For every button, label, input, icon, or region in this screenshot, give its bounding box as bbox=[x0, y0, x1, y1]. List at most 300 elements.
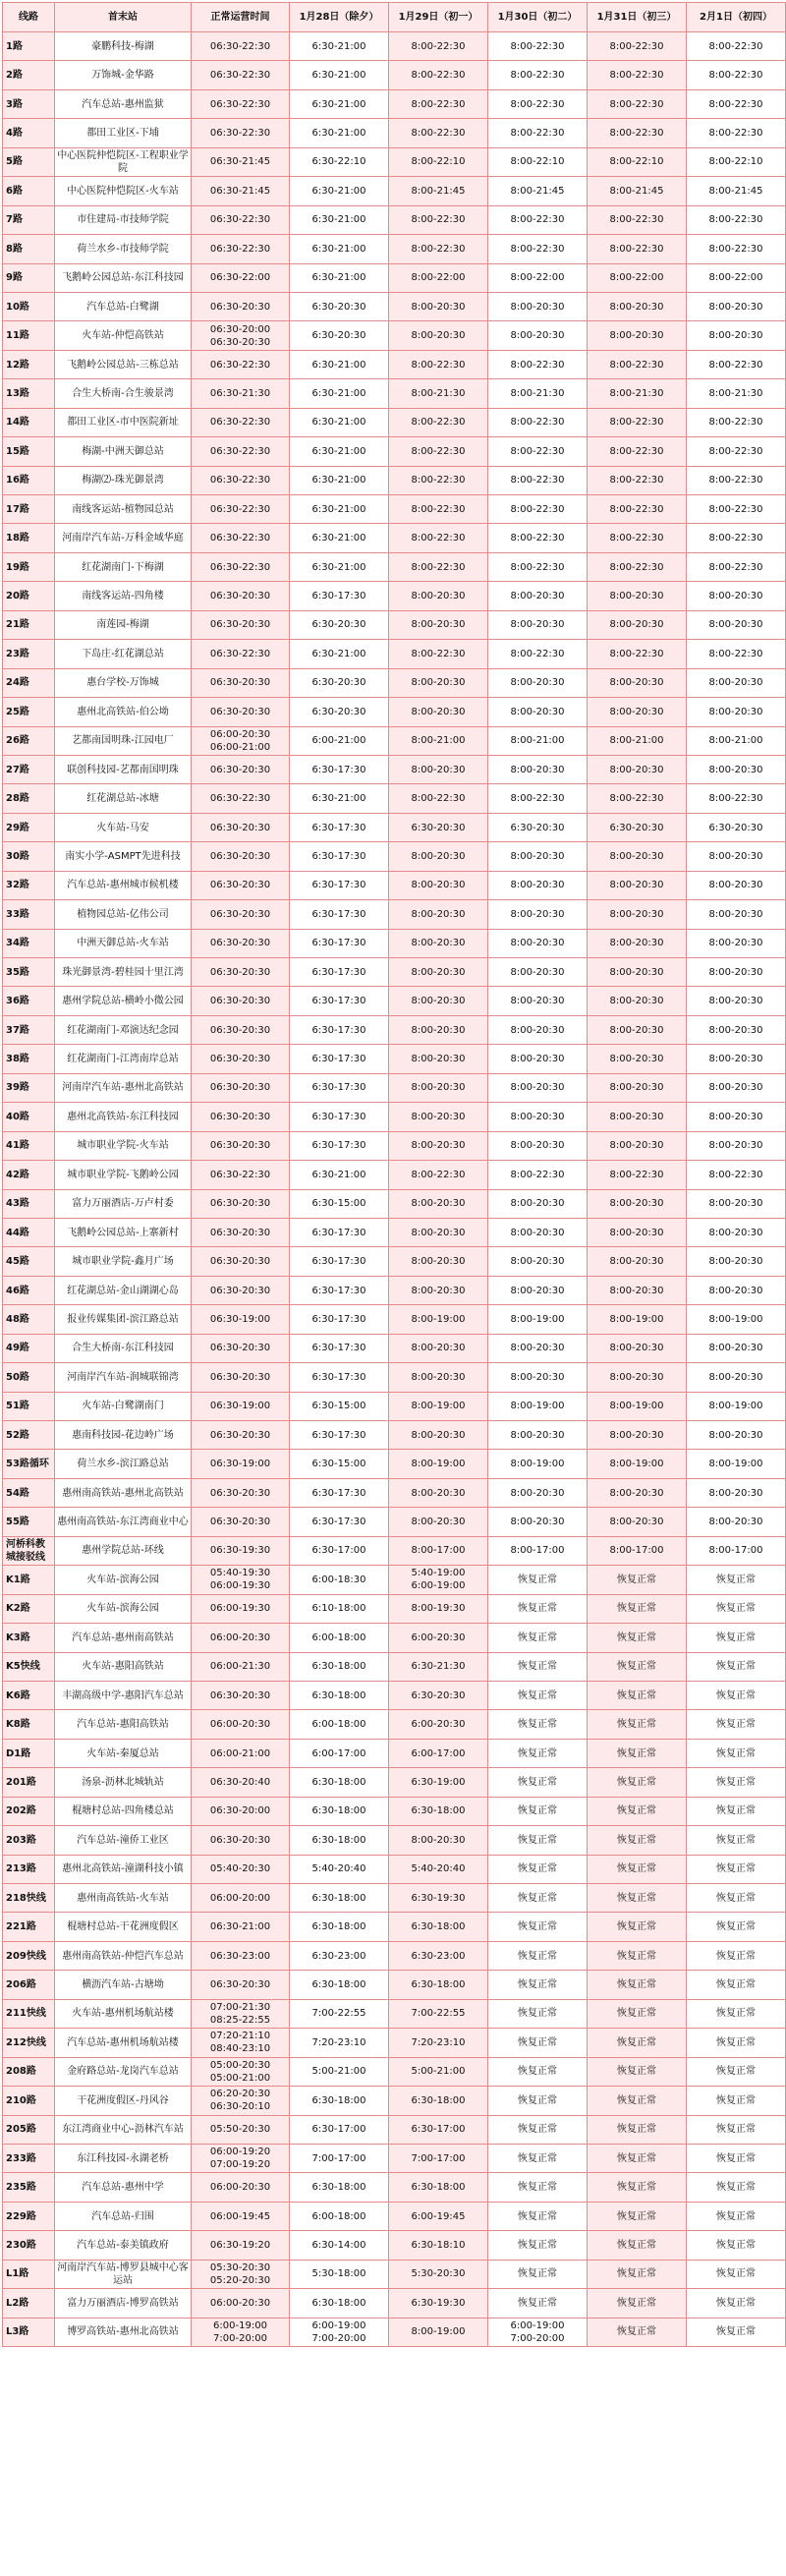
header-jan31: 1月31日（初三） bbox=[588, 3, 687, 32]
terminals-cell: 汽车总站-白鹭湖 bbox=[55, 292, 192, 320]
terminals-cell: 红花湖总站-冰塘 bbox=[55, 784, 192, 813]
jan28-cell: 6:30-17:30 bbox=[290, 755, 389, 783]
table-row bbox=[3, 177, 786, 205]
normal-hours-cell: 06:00-20:00 bbox=[192, 1884, 290, 1913]
jan28-cell: 6:30-15:00 bbox=[290, 1392, 389, 1420]
table-row bbox=[3, 784, 786, 813]
jan28-cell: 6:30-17:30 bbox=[290, 1363, 389, 1392]
normal-hours-cell: 06:30-20:30 bbox=[192, 755, 290, 783]
route-cell: 河桥科教城接驳线 bbox=[3, 1536, 55, 1565]
route-cell: 39路 bbox=[3, 1073, 55, 1102]
feb1-cell: 恢复正常 bbox=[687, 1826, 786, 1855]
jan29-cell: 7:00-22:55 bbox=[389, 1999, 488, 2028]
jan31-cell: 8:00-20:30 bbox=[588, 668, 687, 697]
route-cell: D1路 bbox=[3, 1739, 55, 1767]
jan31-cell: 8:00-22:30 bbox=[588, 205, 687, 234]
feb1-cell: 恢复正常 bbox=[687, 2173, 786, 2202]
jan28-cell: 6:30-18:00 bbox=[290, 1826, 389, 1855]
jan29-cell: 8:00-20:30 bbox=[389, 1045, 488, 1073]
jan31-cell: 8:00-20:30 bbox=[588, 871, 687, 899]
jan30-cell: 恢复正常 bbox=[488, 1652, 588, 1681]
jan29-cell: 8:00-20:30 bbox=[389, 1103, 488, 1131]
normal-hours-cell: 06:30-22:30 bbox=[192, 552, 290, 581]
feb1-cell: 8:00-20:30 bbox=[687, 1334, 786, 1362]
route-cell: K8路 bbox=[3, 1710, 55, 1739]
feb1-cell: 8:00-20:30 bbox=[687, 1073, 786, 1102]
terminals-cell: 红花湖总站-金山湖湖心岛 bbox=[55, 1276, 192, 1304]
jan28-cell: 6:30-20:30 bbox=[290, 610, 389, 639]
terminals-cell: 市住建局-市技师学院 bbox=[55, 205, 192, 234]
jan31-cell: 8:00-19:00 bbox=[588, 1392, 687, 1420]
terminals-cell: 汽车总站-惠州机场航站楼 bbox=[55, 2029, 192, 2057]
route-cell: 53路循环 bbox=[3, 1450, 55, 1478]
feb1-cell: 8:00-22:30 bbox=[687, 1161, 786, 1189]
normal-hours-cell: 06:30-22:30 bbox=[192, 524, 290, 552]
table-row bbox=[3, 437, 786, 466]
jan28-cell: 6:30-17:30 bbox=[290, 1421, 389, 1450]
jan30-cell: 8:00-20:30 bbox=[488, 1421, 588, 1450]
normal-hours-cell: 06:30-20:30 bbox=[192, 1189, 290, 1218]
feb1-cell: 8:00-20:30 bbox=[687, 1276, 786, 1304]
jan28-cell: 6:30-15:00 bbox=[290, 1450, 389, 1478]
feb1-cell: 8:00-22:30 bbox=[687, 524, 786, 552]
route-cell: 11路 bbox=[3, 321, 55, 350]
normal-hours-cell: 06:30-20:30 bbox=[192, 292, 290, 320]
jan28-cell: 6:10-18:00 bbox=[290, 1594, 389, 1623]
route-cell: 211快线 bbox=[3, 1999, 55, 2028]
normal-hours-cell: 06:00-21:00 bbox=[192, 1739, 290, 1767]
jan28-cell: 6:00-17:00 bbox=[290, 1739, 389, 1767]
normal-hours-cell: 06:30-20:30 bbox=[192, 610, 290, 639]
feb1-cell: 8:00-20:30 bbox=[687, 1218, 786, 1246]
header-terminals: 首末站 bbox=[55, 3, 192, 32]
route-cell: 52路 bbox=[3, 1421, 55, 1450]
jan31-cell: 8:00-20:30 bbox=[588, 698, 687, 726]
terminals-cell: 火车站-滨海公园 bbox=[55, 1566, 192, 1594]
route-cell: 201路 bbox=[3, 1768, 55, 1797]
jan28-cell: 6:30-21:00 bbox=[290, 119, 389, 147]
jan31-cell: 8:00-20:30 bbox=[588, 1247, 687, 1276]
jan29-cell: 8:00-21:30 bbox=[389, 379, 488, 408]
feb1-cell: 恢复正常 bbox=[687, 1855, 786, 1883]
jan30-cell: 8:00-20:30 bbox=[488, 698, 588, 726]
jan28-cell: 6:30-21:00 bbox=[290, 32, 389, 61]
table-row bbox=[3, 871, 786, 899]
terminals-cell: 梅湖-中洲天御总站 bbox=[55, 437, 192, 466]
feb1-cell: 恢复正常 bbox=[687, 1624, 786, 1652]
jan30-cell: 8:00-20:30 bbox=[488, 871, 588, 899]
normal-hours-cell: 06:00-21:30 bbox=[192, 1652, 290, 1681]
terminals-cell: 都田工业区-下埔 bbox=[55, 119, 192, 147]
route-cell: 1路 bbox=[3, 32, 55, 61]
route-cell: 4路 bbox=[3, 119, 55, 147]
jan29-cell: 8:00-17:00 bbox=[389, 1536, 488, 1565]
jan31-cell: 恢复正常 bbox=[588, 1797, 687, 1825]
table-row bbox=[3, 147, 786, 176]
table-row bbox=[3, 1566, 786, 1594]
jan29-cell: 8:00-20:30 bbox=[389, 871, 488, 899]
jan30-cell: 8:00-20:30 bbox=[488, 321, 588, 350]
jan28-cell: 6:30-17:30 bbox=[290, 1103, 389, 1131]
jan28-cell: 6:30-20:30 bbox=[290, 321, 389, 350]
jan30-cell: 8:00-22:30 bbox=[488, 437, 588, 466]
route-cell: 205路 bbox=[3, 2115, 55, 2144]
feb1-cell: 8:00-21:45 bbox=[687, 177, 786, 205]
terminals-cell: 火车站-仲恺高铁站 bbox=[55, 321, 192, 350]
feb1-cell: 8:00-22:30 bbox=[687, 466, 786, 494]
jan28-cell: 6:00-18:00 bbox=[290, 1710, 389, 1739]
jan29-cell: 5:40-20:40 bbox=[389, 1855, 488, 1883]
jan31-cell: 8:00-20:30 bbox=[588, 842, 687, 871]
jan30-cell: 8:00-22:30 bbox=[488, 784, 588, 813]
feb1-cell: 8:00-20:30 bbox=[687, 900, 786, 929]
normal-hours-cell: 06:30-22:30 bbox=[192, 437, 290, 466]
route-cell: 230路 bbox=[3, 2231, 55, 2260]
feb1-cell: 恢复正常 bbox=[687, 2202, 786, 2230]
table-row bbox=[3, 1103, 786, 1131]
jan28-cell: 6:30-21:00 bbox=[290, 379, 389, 408]
jan30-cell: 8:00-22:30 bbox=[488, 89, 588, 118]
feb1-cell: 恢复正常 bbox=[687, 2318, 786, 2346]
table-row bbox=[3, 1161, 786, 1189]
jan28-cell: 6:30-17:30 bbox=[290, 1218, 389, 1246]
jan31-cell: 恢复正常 bbox=[588, 2144, 687, 2172]
route-cell: 18路 bbox=[3, 524, 55, 552]
terminals-cell: 下岛庄-红花湖总站 bbox=[55, 640, 192, 668]
jan31-cell: 恢复正常 bbox=[588, 1652, 687, 1681]
terminals-cell: 惠州南高铁站-东江湾商业中心 bbox=[55, 1508, 192, 1536]
feb1-cell: 8:00-22:30 bbox=[687, 640, 786, 668]
jan28-cell: 6:30-18:00 bbox=[290, 1681, 389, 1709]
jan31-cell: 恢复正常 bbox=[588, 1913, 687, 1941]
jan30-cell: 恢复正常 bbox=[488, 1913, 588, 1941]
route-cell: 229路 bbox=[3, 2202, 55, 2230]
jan29-cell: 8:00-22:30 bbox=[389, 89, 488, 118]
jan29-cell: 8:00-19:00 bbox=[389, 2318, 488, 2346]
jan29-cell: 6:30-18:00 bbox=[389, 1797, 488, 1825]
jan28-cell: 6:30-22:10 bbox=[290, 147, 389, 176]
jan28-cell: 6:30-17:30 bbox=[290, 1015, 389, 1044]
table-row bbox=[3, 1884, 786, 1913]
jan30-cell: 8:00-22:30 bbox=[488, 61, 588, 89]
feb1-cell: 8:00-20:30 bbox=[687, 1421, 786, 1450]
terminals-cell: 棍塘村总站-干花洲度假区 bbox=[55, 1913, 192, 1941]
feb1-cell: 8:00-20:30 bbox=[687, 698, 786, 726]
jan30-cell: 恢复正常 bbox=[488, 2087, 588, 2115]
terminals-cell: 中洲天御总站-火车站 bbox=[55, 929, 192, 957]
jan31-cell: 8:00-21:30 bbox=[588, 379, 687, 408]
jan30-cell: 8:00-20:30 bbox=[488, 755, 588, 783]
normal-hours-cell: 06:30-20:30 bbox=[192, 871, 290, 899]
jan29-cell: 8:00-19:00 bbox=[389, 1450, 488, 1478]
jan29-cell: 5:00-21:00 bbox=[389, 2057, 488, 2086]
terminals-cell: 惠州南高铁站-仲恺汽车总站 bbox=[55, 1941, 192, 1970]
jan31-cell: 8:00-21:45 bbox=[588, 177, 687, 205]
jan30-cell: 恢复正常 bbox=[488, 1768, 588, 1797]
jan29-cell: 8:00-22:30 bbox=[389, 495, 488, 524]
jan30-cell: 恢复正常 bbox=[488, 1739, 588, 1767]
jan31-cell: 恢复正常 bbox=[588, 1624, 687, 1652]
normal-hours-cell: 06:30-22:30 bbox=[192, 408, 290, 436]
terminals-cell: 富力万丽酒店-万卢村委 bbox=[55, 1189, 192, 1218]
feb1-cell: 恢复正常 bbox=[687, 1797, 786, 1825]
jan29-cell: 8:00-22:00 bbox=[389, 263, 488, 292]
jan28-cell: 6:30-21:00 bbox=[290, 408, 389, 436]
feb1-cell: 8:00-22:30 bbox=[687, 552, 786, 581]
jan29-cell: 8:00-20:30 bbox=[389, 1508, 488, 1536]
jan29-cell: 5:30-20:30 bbox=[389, 2260, 488, 2288]
feb1-cell: 恢复正常 bbox=[687, 1768, 786, 1797]
normal-hours-cell: 06:30-20:30 bbox=[192, 1131, 290, 1160]
table-body bbox=[3, 32, 786, 2347]
route-cell: 9路 bbox=[3, 263, 55, 292]
jan30-cell: 恢复正常 bbox=[488, 1594, 588, 1623]
terminals-cell: 汽车总站-惠州南高铁站 bbox=[55, 1624, 192, 1652]
jan29-cell: 8:00-20:30 bbox=[389, 958, 488, 987]
table-row bbox=[3, 1768, 786, 1797]
terminals-cell: 南实小学-ASMPT先进科技 bbox=[55, 842, 192, 871]
terminals-cell: 中心医院仲恺院区-工程职业学院 bbox=[55, 147, 192, 176]
route-cell: 218快线 bbox=[3, 1884, 55, 1913]
feb1-cell: 8:00-22:30 bbox=[687, 89, 786, 118]
route-cell: 44路 bbox=[3, 1218, 55, 1246]
jan31-cell: 8:00-22:30 bbox=[588, 235, 687, 263]
table-row bbox=[3, 1218, 786, 1246]
table-row bbox=[3, 408, 786, 436]
jan29-cell: 8:00-20:30 bbox=[389, 321, 488, 350]
jan30-cell: 8:00-21:45 bbox=[488, 177, 588, 205]
jan28-cell: 7:00-17:00 bbox=[290, 2144, 389, 2172]
terminals-cell: 万饰城-金华路 bbox=[55, 61, 192, 89]
jan29-cell: 8:00-20:30 bbox=[389, 842, 488, 871]
jan31-cell: 恢复正常 bbox=[588, 1826, 687, 1855]
jan31-cell: 恢复正常 bbox=[588, 1999, 687, 2028]
jan28-cell: 5:40-20:40 bbox=[290, 1855, 389, 1883]
normal-hours-cell: 06:00-20:30 06:00-21:00 bbox=[192, 726, 290, 755]
jan29-cell: 8:00-20:30 bbox=[389, 1826, 488, 1855]
terminals-cell: 飞鹅岭公园总站-三栋总站 bbox=[55, 350, 192, 378]
terminals-cell: 中心医院仲恺院区-火车站 bbox=[55, 177, 192, 205]
jan29-cell: 8:00-22:30 bbox=[389, 235, 488, 263]
jan30-cell: 8:00-19:00 bbox=[488, 1450, 588, 1478]
feb1-cell: 8:00-22:30 bbox=[687, 205, 786, 234]
jan28-cell: 6:30-17:30 bbox=[290, 871, 389, 899]
jan31-cell: 8:00-22:30 bbox=[588, 61, 687, 89]
jan31-cell: 6:30-20:30 bbox=[588, 813, 687, 841]
route-cell: 28路 bbox=[3, 784, 55, 813]
table-row bbox=[3, 524, 786, 552]
jan28-cell: 6:00-21:00 bbox=[290, 726, 389, 755]
jan30-cell: 8:00-21:30 bbox=[488, 379, 588, 408]
normal-hours-cell: 06:00-19:45 bbox=[192, 2202, 290, 2230]
table-row bbox=[3, 610, 786, 639]
jan28-cell: 6:30-21:00 bbox=[290, 466, 389, 494]
normal-hours-cell: 06:30-21:45 bbox=[192, 177, 290, 205]
feb1-cell: 8:00-22:30 bbox=[687, 784, 786, 813]
table-row bbox=[3, 2173, 786, 2202]
jan30-cell: 恢复正常 bbox=[488, 1999, 588, 2028]
jan31-cell: 8:00-22:30 bbox=[588, 408, 687, 436]
jan30-cell: 8:00-22:30 bbox=[488, 119, 588, 147]
feb1-cell: 8:00-20:30 bbox=[687, 610, 786, 639]
route-cell: 202路 bbox=[3, 1797, 55, 1825]
jan30-cell: 8:00-20:30 bbox=[488, 900, 588, 929]
header-jan29: 1月29日（初一） bbox=[389, 3, 488, 32]
table-row bbox=[3, 1999, 786, 2028]
jan30-cell: 8:00-22:30 bbox=[488, 235, 588, 263]
jan29-cell: 6:00-19:45 bbox=[389, 2202, 488, 2230]
table-row bbox=[3, 842, 786, 871]
route-cell: 32路 bbox=[3, 871, 55, 899]
jan31-cell: 恢复正常 bbox=[588, 1855, 687, 1883]
jan31-cell: 恢复正常 bbox=[588, 2318, 687, 2346]
route-cell: K2路 bbox=[3, 1594, 55, 1623]
jan31-cell: 8:00-20:30 bbox=[588, 958, 687, 987]
table-row bbox=[3, 119, 786, 147]
jan31-cell: 8:00-20:30 bbox=[588, 1103, 687, 1131]
jan30-cell: 恢复正常 bbox=[488, 2260, 588, 2288]
normal-hours-cell: 06:30-20:30 bbox=[192, 900, 290, 929]
jan28-cell: 6:30-17:30 bbox=[290, 813, 389, 841]
jan29-cell: 6:30-19:30 bbox=[389, 1884, 488, 1913]
normal-hours-cell: 05:40-20:30 bbox=[192, 1855, 290, 1883]
jan29-cell: 6:30-18:00 bbox=[389, 2087, 488, 2115]
jan29-cell: 8:00-20:30 bbox=[389, 698, 488, 726]
table-row bbox=[3, 1045, 786, 1073]
jan29-cell: 8:00-20:30 bbox=[389, 1421, 488, 1450]
table-row bbox=[3, 1710, 786, 1739]
normal-hours-cell: 06:30-20:30 bbox=[192, 958, 290, 987]
normal-hours-cell: 06:30-20:30 bbox=[192, 987, 290, 1015]
table-row bbox=[3, 1073, 786, 1102]
route-cell: 33路 bbox=[3, 900, 55, 929]
route-cell: 49路 bbox=[3, 1334, 55, 1362]
route-cell: 2路 bbox=[3, 61, 55, 89]
jan31-cell: 恢复正常 bbox=[588, 1594, 687, 1623]
feb1-cell: 8:00-19:00 bbox=[687, 1305, 786, 1334]
feb1-cell: 恢复正常 bbox=[687, 2144, 786, 2172]
jan29-cell: 8:00-20:30 bbox=[389, 929, 488, 957]
jan28-cell: 6:30-17:30 bbox=[290, 929, 389, 957]
jan29-cell: 8:00-22:30 bbox=[389, 784, 488, 813]
jan31-cell: 恢复正常 bbox=[588, 1941, 687, 1970]
route-cell: 24路 bbox=[3, 668, 55, 697]
jan28-cell: 6:30-21:00 bbox=[290, 437, 389, 466]
terminals-cell: 火车站-惠阳高铁站 bbox=[55, 1652, 192, 1681]
normal-hours-cell: 07:20-21:10 08:40-23:10 bbox=[192, 2029, 290, 2057]
terminals-cell: 惠州南高铁站-火车站 bbox=[55, 1884, 192, 1913]
jan29-cell: 6:30-20:30 bbox=[389, 813, 488, 841]
jan28-cell: 6:30-21:00 bbox=[290, 89, 389, 118]
jan28-cell: 6:30-18:00 bbox=[290, 1768, 389, 1797]
normal-hours-cell: 06:30-20:30 bbox=[192, 1478, 290, 1507]
route-cell: 48路 bbox=[3, 1305, 55, 1334]
jan28-cell: 6:30-18:00 bbox=[290, 1971, 389, 1999]
feb1-cell: 8:00-20:30 bbox=[687, 668, 786, 697]
feb1-cell: 恢复正常 bbox=[687, 2057, 786, 2086]
table-row bbox=[3, 205, 786, 234]
jan29-cell: 6:00-20:30 bbox=[389, 1624, 488, 1652]
jan31-cell: 8:00-22:30 bbox=[588, 350, 687, 378]
feb1-cell: 8:00-19:00 bbox=[687, 1392, 786, 1420]
table-row bbox=[3, 668, 786, 697]
feb1-cell: 恢复正常 bbox=[687, 2289, 786, 2318]
route-cell: 13路 bbox=[3, 379, 55, 408]
jan29-cell: 8:00-22:30 bbox=[389, 1161, 488, 1189]
jan31-cell: 8:00-20:30 bbox=[588, 1131, 687, 1160]
jan30-cell: 8:00-20:30 bbox=[488, 610, 588, 639]
route-cell: 10路 bbox=[3, 292, 55, 320]
normal-hours-cell: 06:30-20:30 bbox=[192, 1971, 290, 1999]
feb1-cell: 恢复正常 bbox=[687, 1594, 786, 1623]
feb1-cell: 恢复正常 bbox=[687, 2115, 786, 2144]
table-row bbox=[3, 321, 786, 350]
normal-hours-cell: 06:30-20:30 bbox=[192, 668, 290, 697]
jan30-cell: 8:00-21:00 bbox=[488, 726, 588, 755]
terminals-cell: 富力万丽酒店-博罗高铁站 bbox=[55, 2289, 192, 2318]
table-row bbox=[3, 1363, 786, 1392]
feb1-cell: 8:00-22:30 bbox=[687, 408, 786, 436]
terminals-cell: 珠光御景湾-碧桂园十里江湾 bbox=[55, 958, 192, 987]
jan30-cell: 8:00-22:30 bbox=[488, 408, 588, 436]
table-row bbox=[3, 2318, 786, 2346]
feb1-cell: 8:00-20:30 bbox=[687, 929, 786, 957]
terminals-cell: 都田工业区-市中医院新址 bbox=[55, 408, 192, 436]
terminals-cell: 红花湖南门-邓演达纪念园 bbox=[55, 1015, 192, 1044]
normal-hours-cell: 06:30-20:30 bbox=[192, 1073, 290, 1102]
jan28-cell: 6:30-17:30 bbox=[290, 1073, 389, 1102]
normal-hours-cell: 06:30-22:00 bbox=[192, 263, 290, 292]
table-row bbox=[3, 1421, 786, 1450]
route-cell: 221路 bbox=[3, 1913, 55, 1941]
feb1-cell: 8:00-20:30 bbox=[687, 871, 786, 899]
terminals-cell: 惠州学院总站-横岭小微公园 bbox=[55, 987, 192, 1015]
normal-hours-cell: 06:30-20:30 bbox=[192, 842, 290, 871]
jan31-cell: 8:00-22:30 bbox=[588, 89, 687, 118]
terminals-cell: 火车站-滨海公园 bbox=[55, 1594, 192, 1623]
feb1-cell: 8:00-20:30 bbox=[687, 1508, 786, 1536]
jan28-cell: 6:30-17:30 bbox=[290, 1508, 389, 1536]
feb1-cell: 8:00-22:30 bbox=[687, 235, 786, 263]
jan29-cell: 8:00-20:30 bbox=[389, 755, 488, 783]
jan28-cell: 6:30-21:00 bbox=[290, 177, 389, 205]
table-row bbox=[3, 640, 786, 668]
terminals-cell: 东江科技园-永湖老桥 bbox=[55, 2144, 192, 2172]
jan28-cell: 6:30-18:00 bbox=[290, 2173, 389, 2202]
feb1-cell: 恢复正常 bbox=[687, 2231, 786, 2260]
jan30-cell: 8:00-20:30 bbox=[488, 292, 588, 320]
jan30-cell: 8:00-22:30 bbox=[488, 640, 588, 668]
route-cell: K1路 bbox=[3, 1566, 55, 1594]
jan30-cell: 8:00-20:30 bbox=[488, 1247, 588, 1276]
route-cell: 8路 bbox=[3, 235, 55, 263]
jan31-cell: 8:00-22:30 bbox=[588, 640, 687, 668]
header-route: 线路 bbox=[3, 3, 55, 32]
jan30-cell: 恢复正常 bbox=[488, 2173, 588, 2202]
terminals-cell: 城市职业学院-飞鹅岭公园 bbox=[55, 1161, 192, 1189]
jan31-cell: 8:00-20:30 bbox=[588, 1015, 687, 1044]
jan28-cell: 6:30-18:00 bbox=[290, 2087, 389, 2115]
jan31-cell: 8:00-17:00 bbox=[588, 1536, 687, 1565]
table-row bbox=[3, 552, 786, 581]
route-cell: 20路 bbox=[3, 582, 55, 610]
jan29-cell: 6:30-19:30 bbox=[389, 2289, 488, 2318]
feb1-cell: 8:00-21:00 bbox=[687, 726, 786, 755]
jan28-cell: 6:30-17:30 bbox=[290, 1276, 389, 1304]
jan30-cell: 8:00-20:30 bbox=[488, 842, 588, 871]
normal-hours-cell: 06:30-20:30 bbox=[192, 1681, 290, 1709]
terminals-cell: 豪鹏科技-梅湖 bbox=[55, 32, 192, 61]
